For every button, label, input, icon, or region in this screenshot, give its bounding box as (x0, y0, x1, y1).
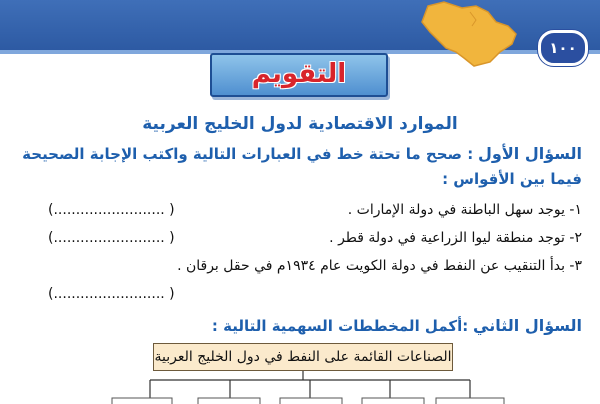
question1-instruction-line2: فيما بين الأقواس : (442, 170, 582, 188)
gulf-map-icon (410, 0, 522, 70)
evaluation-banner (210, 53, 388, 97)
question2-instruction: :أكمل المخططات السهمية التالية : (211, 317, 469, 335)
diagram-answer-box-2 (198, 398, 260, 404)
diagram-root-box: الصناعات القائمة على النفط في دول الخليج العربية (153, 343, 453, 371)
page-number-badge: ١٠٠ (538, 30, 588, 66)
question2-label: السؤال الثاني (473, 316, 582, 335)
diagram-answer-box-5 (436, 398, 504, 404)
diagram-connectors (0, 370, 600, 404)
answer-blank-3[interactable]: (......................... ) (48, 286, 175, 302)
question1-instruction: : صحح ما تحتة خط في العبارات التالية واكتب الإجابة الصحيحة (22, 145, 474, 163)
question2-line (212, 316, 582, 335)
question1-item-1: ١- يوجد سهل الباطنة في دولة الإمارات . (347, 202, 582, 218)
page-heading: الموارد الاقتصادية لدول الخليج العربية (142, 114, 458, 134)
question1-label: السؤال الأول (478, 144, 582, 163)
question1-line (22, 144, 582, 163)
answer-blank-2[interactable]: (......................... ) (48, 230, 175, 246)
banner-title: التقويم (251, 59, 347, 89)
question1-instruction-cont (442, 170, 582, 188)
diagram-answer-box-1 (112, 398, 172, 404)
answer-blank-1[interactable]: (......................... ) (48, 202, 175, 218)
diagram-answer-box-4 (362, 398, 424, 404)
question1-item-2: ٢- توجد منطقة ليوا الزراعية في دولة قطر . (329, 230, 582, 246)
diagram-answer-box-3 (280, 398, 342, 404)
question1-item-3: ٣- بدأ التنقيب عن النفط في دولة الكويت عام ١٩٣٤م في حقل برقان . (177, 258, 582, 274)
